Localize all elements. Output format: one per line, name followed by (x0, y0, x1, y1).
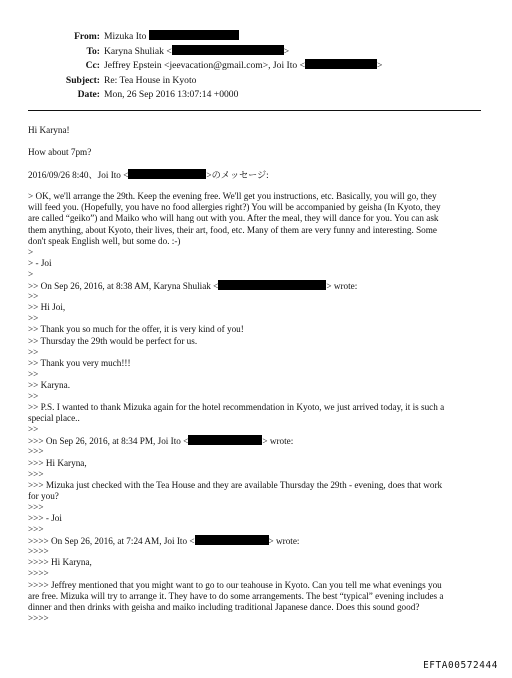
quote-header-suffix: > wrote: (268, 536, 300, 547)
quote-header (28, 280, 486, 291)
quote-line: are called “geiko”) and Maiko who will hang out with you. After the meal, they will dance for you. You can ask (28, 213, 439, 224)
quote-line: >>> - Joi (28, 513, 62, 523)
quote-header (28, 435, 486, 446)
redaction-box (149, 30, 239, 40)
quote-line: for you? (28, 490, 59, 501)
greeting: Hi Karyna! (28, 125, 70, 135)
quote-level-4 (28, 535, 486, 624)
quote-line: >> (28, 390, 39, 401)
from-row (0, 30, 512, 45)
quote-line: > OK, we'll arrange the 29th. Keep the evening free. We'll get you instructions, etc. Basically, you will go, they (28, 191, 437, 202)
redaction-box (188, 435, 262, 445)
quote-line: >>>> Hi Karyna, (28, 557, 92, 568)
quote-line: >> P.S. I wanted to thank Mizuka again for the hotel recommendation in Kyoto, we just arrived today, it is such a (28, 402, 445, 413)
from-name: Mizuka Ito (104, 31, 147, 42)
cc-row (0, 59, 512, 74)
to-name: Karyna Shuliak < (104, 45, 172, 57)
quote-line: >>> (28, 524, 44, 535)
quote-level-3 (28, 435, 486, 535)
email-header (0, 30, 512, 103)
quote-line: >>> Mizuka just checked with the Tea House and they are available Thursday the 29th - evening, does that work (28, 479, 443, 490)
quote-line: special place.. (28, 413, 80, 424)
cc-label: Cc: (85, 60, 100, 71)
subject-row (0, 74, 512, 89)
date-value: Mon, 26 Sep 2016 13:07:14 +0000 (104, 89, 239, 100)
quote-line: >> Thursday the 29th would be perfect for us. (28, 335, 198, 346)
redaction-box (128, 169, 206, 179)
quote-line: >> Thank you very much!!! (28, 357, 131, 368)
quote-header-suffix: > wrote: (262, 436, 294, 447)
redaction-box (172, 45, 284, 55)
quote-line: >>> (28, 446, 44, 457)
quote-line: >> (28, 313, 39, 324)
subject-label: Subject: (65, 74, 100, 86)
quote-header (28, 535, 486, 546)
quote-line: don't speak English well, but some do. :-) (28, 235, 181, 246)
quote-line: > (28, 246, 34, 257)
quote-level-2 (28, 280, 486, 435)
quote-line: >> (28, 424, 39, 435)
to-suffix: > (283, 45, 290, 57)
quote-line: > (28, 268, 34, 279)
quote-line: will feed you. (Hopefully, you have no food allergies right?) You will be accompanied by geisha (In Kyoto, they (28, 202, 441, 213)
quote-line: >>>> (28, 612, 49, 623)
quote-line: them anything, about Kyoto, their lives, their art, food, etc. Many of them are very funny and interesting. Some (28, 224, 437, 235)
quote-line: >> (28, 368, 39, 379)
how-about: How about 7pm? (28, 147, 92, 158)
date-label: Date: (77, 89, 100, 100)
quote-line: >>>> (28, 568, 49, 579)
quote-line: are free. Mizuka will try to arrange it. They have to do some arrangements. The best “typical” evening includes a (28, 590, 444, 601)
quote-header-prefix: >>>> On Sep 26, 2016, at 7:24 AM, Joi Ito < (28, 536, 195, 547)
quote-header-prefix: >>> On Sep 26, 2016, at 8:34 PM, Joi Ito < (28, 436, 189, 447)
header-divider (28, 110, 481, 111)
quote-intro-suffix: >のメッセージ: (206, 170, 269, 181)
quote-intro-prefix: 2016/09/26 8:40、Joi Ito < (28, 170, 129, 181)
quote-header-prefix: >> On Sep 26, 2016, at 8:38 AM, Karyna Shuliak < (28, 281, 219, 292)
cc-names: Jeffrey Epstein <jeevacation@gmail.com>, Joi Ito < (104, 60, 305, 71)
to-label: To: (86, 45, 100, 57)
from-value (104, 30, 239, 45)
bates-number: EFTA00572444 (423, 660, 498, 671)
quote-line: >>> (28, 501, 44, 512)
quote-line: >>> (28, 468, 44, 479)
quote-line: >> Hi Joi, (28, 302, 66, 313)
to-value (104, 45, 289, 60)
cc-value (104, 59, 382, 74)
redaction-box (218, 280, 326, 290)
subject-value: Re: Tea House in Kyoto (104, 74, 197, 86)
date-row (0, 88, 512, 103)
quote-line: >> (28, 346, 39, 357)
quote-line: >> Thank you so much for the offer, it is very kind of you! (28, 324, 244, 335)
quote-line: dinner and then drinks with geisha and maiko including traditional Japanese dance. Does this sound good? (28, 601, 420, 612)
quote-intro (28, 169, 486, 180)
quote-header-suffix: > wrote: (326, 281, 358, 292)
quote-level-1 (28, 191, 486, 280)
quote-sign: > - Joi (28, 257, 52, 268)
quote-line: >> (28, 291, 39, 302)
redaction-box (305, 59, 377, 69)
from-label: From: (74, 31, 100, 42)
cc-suffix: > (377, 60, 383, 71)
quote-line: >>> Hi Karyna, (28, 457, 87, 468)
quote-line: >>>> (28, 546, 49, 557)
to-row (0, 45, 512, 60)
quote-line: >> Karyna. (28, 379, 70, 390)
quote-line: >>>> Jeffrey mentioned that you might want to go to our teahouse in Kyoto. Can you tell me what evenings you (28, 579, 442, 590)
email-body (28, 125, 486, 624)
redaction-box (195, 535, 269, 545)
